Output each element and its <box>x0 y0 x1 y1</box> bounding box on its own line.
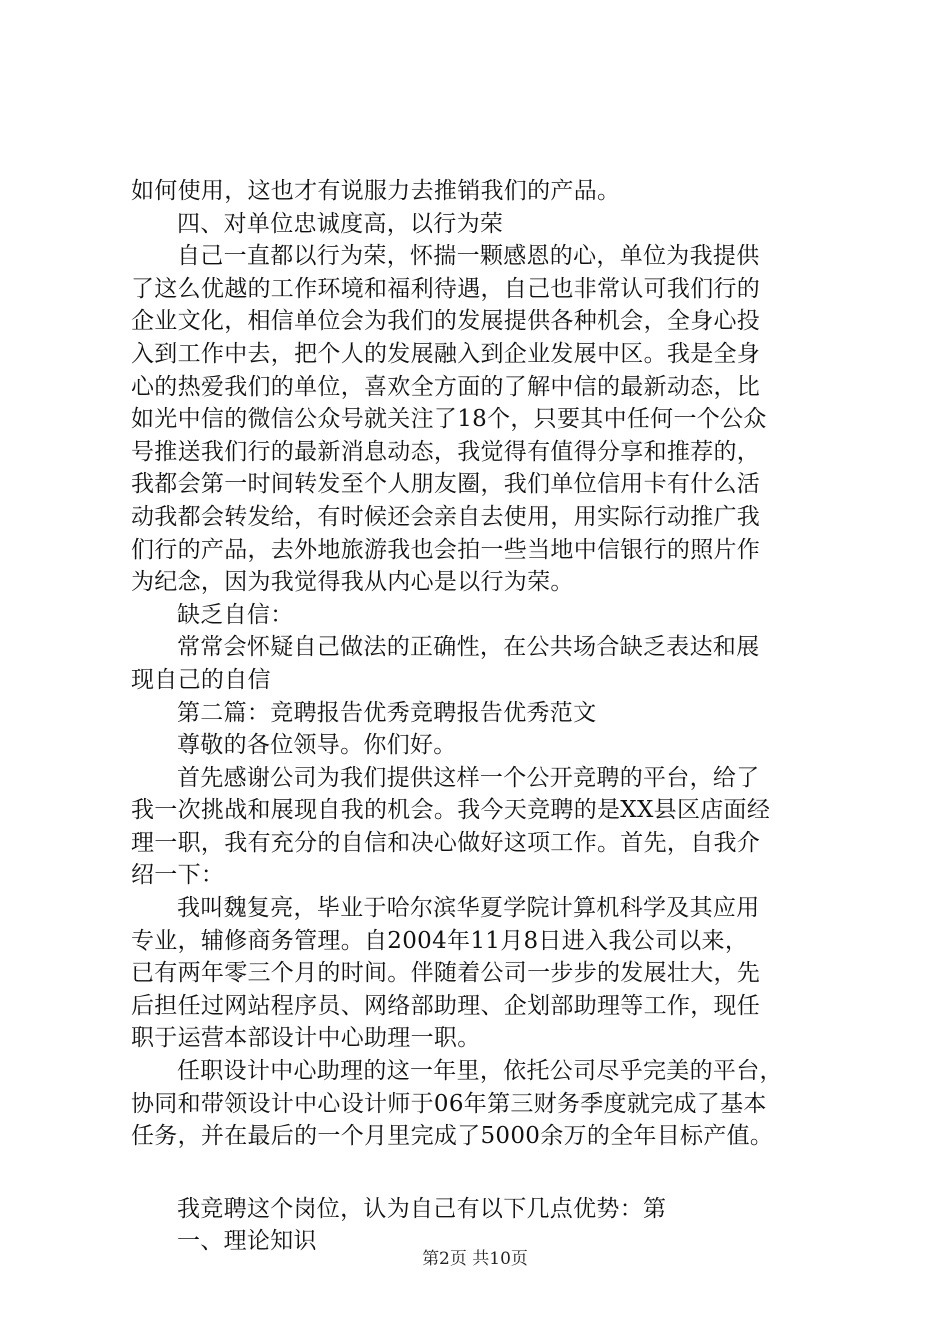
text-line: 心的热爱我们的单位，喜欢全方面的了解中信的最新动态，比 <box>131 373 761 400</box>
text-line: 现自己的自信 <box>131 666 271 693</box>
text-line: 第二篇：竞聘报告优秀竞聘报告优秀范文 <box>177 699 597 726</box>
text-line: 常常会怀疑自己做法的正确性，在公共场合缺乏表达和展 <box>177 634 760 661</box>
text-line: 已有两年零三个月的时间。伴随着公司一步步的发展壮大，先 <box>131 960 761 987</box>
text-line: 任务，并在最后的一个月里完成了5000余万的全年目标产值。 <box>131 1123 774 1150</box>
document-body <box>131 175 831 1258</box>
text-line: 专业，辅修商务管理。自2004年11月8日进入我公司以来， <box>131 927 749 954</box>
text-line: 一、理论知识 <box>177 1228 317 1255</box>
text-line: 为纪念，因为我觉得我从内心是以行为荣。 <box>131 569 574 596</box>
text-line: 绍一下： <box>131 862 225 889</box>
text-line: 职于运营本部设计中心助理一职。 <box>131 1025 481 1052</box>
text-line <box>131 1153 831 1193</box>
text-line: 理一职，我有充分的自信和决心做好这项工作。首先，自我介 <box>131 829 761 856</box>
text-line: 尊敬的各位领导。你们好。 <box>177 732 457 759</box>
text-line: 如何使用，这也才有说服力去推销我们的产品。 <box>131 178 621 204</box>
text-line: 们行的产品，去外地旅游我也会拍一些当地中信银行的照片作 <box>131 536 761 563</box>
text-line: 后担任过网站程序员、网络部助理、企划部助理等工作，现任 <box>131 992 761 1019</box>
text-line: 任职设计中心助理的这一年里，依托公司尽乎完美的平台， <box>177 1058 783 1085</box>
text-line: 号推送我们行的最新消息动态，我觉得有值得分享和推荐的， <box>131 438 761 465</box>
text-line: 我叫魏复亮，毕业于哈尔滨华夏学院计算机科学及其应用 <box>177 895 760 922</box>
text-line: 我都会第一时间转发至个人朋友圈，我们单位信用卡有什么活 <box>131 471 761 498</box>
text-line: 协同和带领设计中心设计师于06年第三财务季度就完成了基本 <box>131 1090 767 1117</box>
text-line: 了这么优越的工作环境和福利待遇，自己也非常认可我们行的 <box>131 275 761 302</box>
text-line: 首先感谢公司为我们提供这样一个公开竞聘的平台，给了 <box>177 764 760 791</box>
page-footer: 第2页 共10页 <box>422 1249 528 1269</box>
text-line: 我一次挑战和展现自我的机会。我今天竞聘的是XX县区店面经 <box>131 797 771 824</box>
text-line: 动我都会转发给，有时候还会亲自去使用，用实际行动推广我 <box>131 503 761 530</box>
text-line: 缺乏自信： <box>177 601 294 628</box>
text-line: 入到工作中去，把个人的发展融入到企业发展中区。我是全身 <box>131 340 761 367</box>
text-line: 自己一直都以行为荣，怀揣一颗感恩的心，单位为我提供 <box>177 243 760 270</box>
text-line: 我竞聘这个岗位，认为自己有以下几点优势：第 <box>177 1195 667 1222</box>
text-line: 如光中信的微信公众号就关注了18个，只要其中任何一个公众 <box>131 406 767 433</box>
text-line: 四、对单位忠诚度高，以行为荣 <box>177 210 504 237</box>
text-line: 企业文化，相信单位会为我们的发展提供各种机会，全身心投 <box>131 308 761 335</box>
